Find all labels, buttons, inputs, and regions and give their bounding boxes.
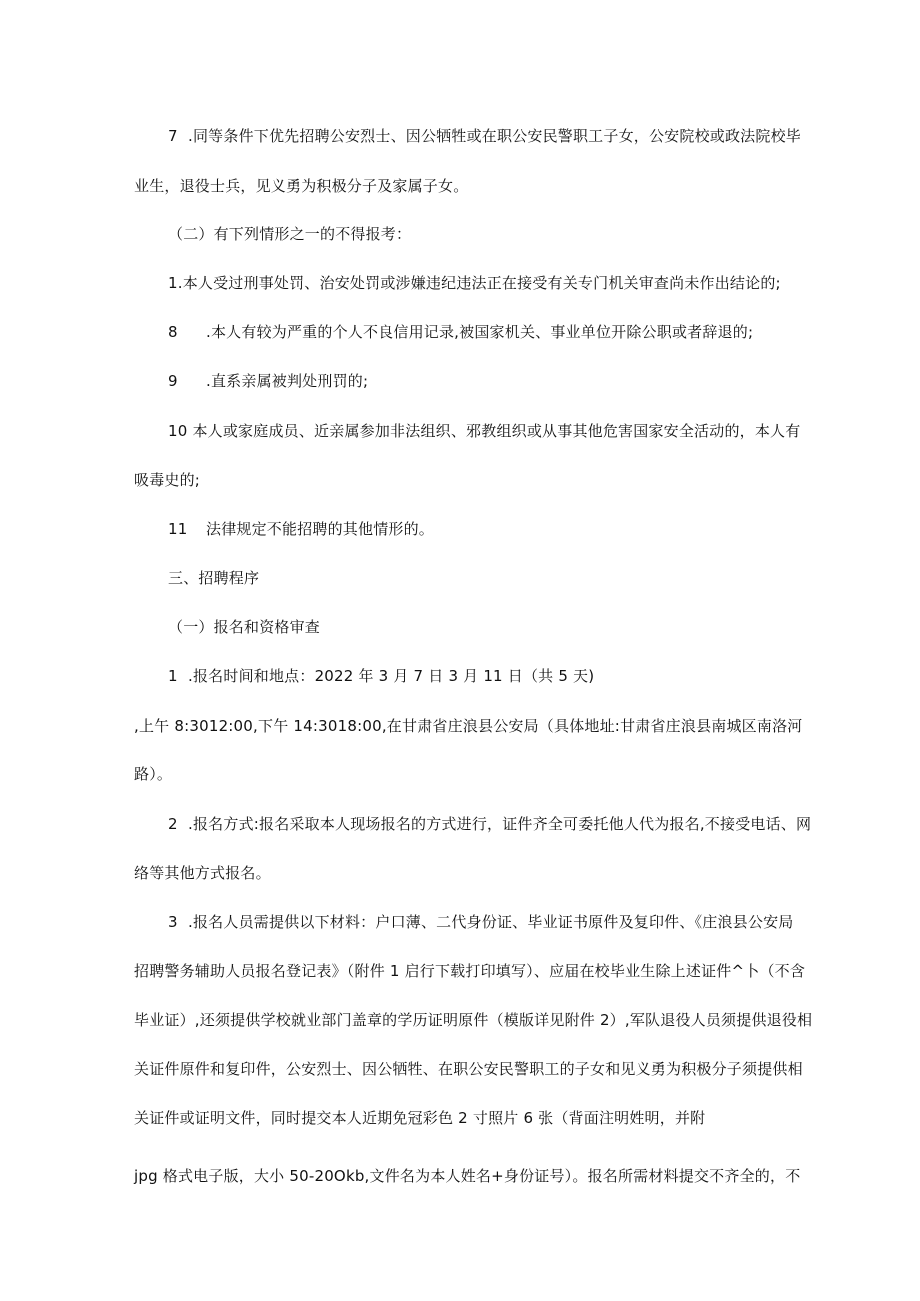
step-2-line-1	[168, 814, 811, 834]
step-2-line-2: 络等其他方式报名。	[134, 864, 271, 882]
step-1-text: .报名时间和地点：2022 年 3 月 7 日 3 月 11 日（共 5 天)	[188, 667, 595, 685]
item-7-text: .同等条件下优先招聘公安烈士、因公牺牲或在职公安民警职工子女，公安院校或政法院校毕	[188, 127, 801, 145]
section-3-heading: 三、招聘程序	[168, 569, 260, 587]
item-10-line-1: 10 本人或家庭成员、近亲属参加非法组织、邪教组织或从事其他危害国家安全活动的，本人有	[168, 422, 801, 440]
item-7-line-1	[168, 126, 801, 146]
step-2-number: 2	[168, 815, 178, 833]
step-3-line-2: 招聘警务辅助人员报名登记表》（附件 1 启行下载打印填写）、应届在校毕业生除上述证件^卜（不含	[134, 962, 806, 980]
step-2-text: .报名方式:报名采取本人现场报名的方式进行，证件齐全可委托他人代为报名,不接受电话、网	[188, 815, 812, 833]
step-3-line-4: 关证件原件和复印件，公安烈士、因公牺牲、在职公安民警职工的子女和见义勇为积极分子须提供相	[134, 1060, 803, 1078]
step-1-line-3: 路）。	[134, 765, 173, 783]
item-7-line-2: 业生，退役士兵，见义勇为积极分子及家属子女。	[134, 177, 469, 195]
step-3-line-1	[168, 912, 793, 932]
item-9-number: 9	[168, 372, 178, 390]
step-3-line-5: 关证件或证明文件，同时提交本人近期免冠彩色 2 寸照片 6 张（背面注明姓明，并附	[134, 1109, 706, 1127]
item-11-number: 11	[168, 520, 188, 538]
item-9-line	[168, 371, 368, 391]
item-11-line	[168, 519, 434, 539]
subsection-1-heading: （一）报名和资格审查	[168, 618, 321, 636]
step-3-text: .报名人员需提供以下材料：户口薄、二代身份证、毕业证书原件及复印件、《庄浪县公安局	[188, 913, 794, 931]
section-2-heading: （二）有下列情形之一的不得报考：	[168, 225, 412, 243]
step-1-line-2: ,上午 8:3012:00,下午 14:3018:00,在甘肃省庄浪县公安局（具体地址:甘肃省庄浪县南城区南洛河	[134, 717, 803, 735]
item-8-number: 8	[168, 323, 178, 341]
step-1-number: 1	[168, 667, 178, 685]
step-3-line-3: 毕业证）,还须提供学校就业部门盖章的学历证明原件（模版详见附件 2）,军队退役人员须提供退役相	[134, 1011, 813, 1029]
item-9-text: .直系亲属被判处刑罚的;	[206, 372, 369, 390]
item-8-text: .本人有较为严重的个人不良信用记录,被国家机关、事业单位开除公职或者辞退的;	[206, 323, 754, 341]
item-10-line-2: 吸毒史的;	[134, 471, 201, 489]
item-11-text: 法律规定不能招聘的其他情形的。	[206, 520, 435, 538]
item-1-text: 1.本人受过刑事处罚、治安处罚或涉嫌违纪违法正在接受有关专门机关审查尚未作出结论的;	[168, 274, 781, 292]
step-3-number: 3	[168, 913, 178, 931]
item-8-line	[168, 322, 753, 342]
step-3-line-6: jpg 格式电子版，大小 50-20Okb,文件名为本人姓名+身份证号）。报名所需材料提交不齐全的，不	[134, 1167, 801, 1185]
step-1-line-1	[168, 666, 594, 686]
item-7-number: 7	[168, 127, 178, 145]
